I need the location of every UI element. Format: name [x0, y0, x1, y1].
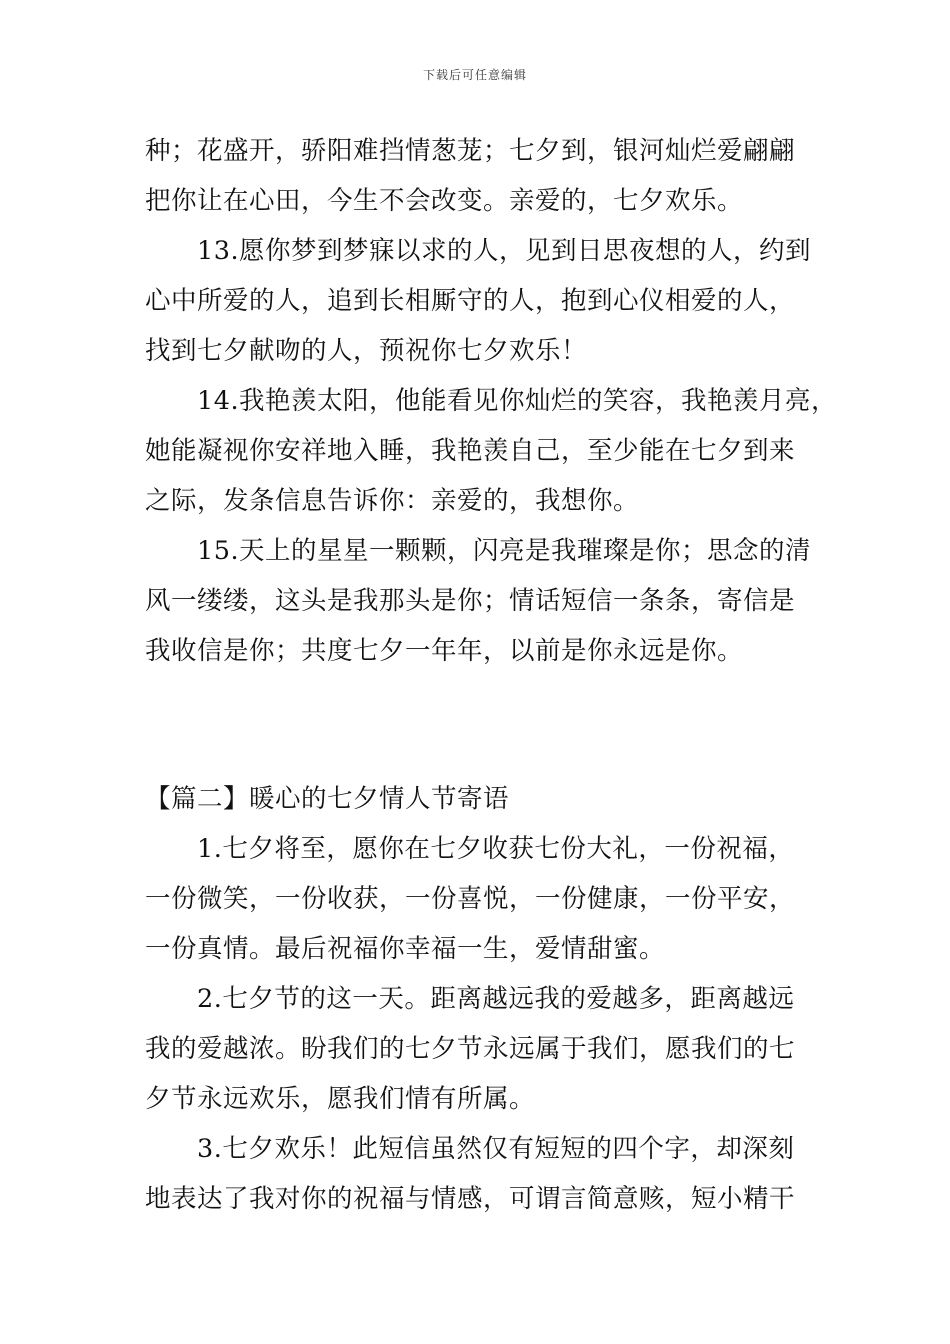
- text-line: 找到七夕献吻的人，预祝你七夕欢乐！: [145, 336, 588, 366]
- text-line: 地表达了我对你的祝福与情感，可谓言简意赅，短小精干: [145, 1184, 796, 1214]
- section-title: 【篇二】暖心的七夕情人节寄语: [145, 784, 510, 814]
- text-line: 之际，发条信息告诉你：亲爱的，我想你。: [145, 486, 640, 516]
- text-line: 13.愿你梦到梦寐以求的人，见到日思夜想的人，约到: [197, 236, 812, 266]
- section-gap: [145, 676, 825, 774]
- page-header: 下载后可任意编辑: [422, 68, 527, 82]
- text-line: 种；花盛开，骄阳难挡情葱茏；七夕到，银河灿烂爱翩翩: [145, 136, 796, 166]
- text-line: 2.七夕节的这一天。距离越远我的爱越多，距离越远: [197, 984, 795, 1014]
- text-line: 我收信是你；共度七夕一年年，以前是你永远是你。: [145, 636, 744, 666]
- document-body: [145, 126, 838, 1224]
- text-line: 把你让在心田，今生不会改变。亲爱的，七夕欢乐。: [145, 186, 744, 216]
- text-line: 3.七夕欢乐！此短信虽然仅有短短的四个字，却深刻: [197, 1134, 795, 1164]
- text-line: 一份真情。最后祝福你幸福一生，爱情甜蜜。: [145, 934, 666, 964]
- section-1: [145, 126, 838, 676]
- text-line: 我的爱越浓。盼我们的七夕节永远属于我们，愿我们的七: [145, 1034, 796, 1064]
- text-line: 心中所爱的人，追到长相厮守的人，抱到心仪相爱的人，: [145, 286, 796, 316]
- section-2: [145, 774, 825, 1224]
- text-line: 15.天上的星星一颗颗，闪亮是我璀璨是你；思念的清: [197, 536, 812, 566]
- text-line: 一份微笑，一份收获，一份喜悦，一份健康，一份平安，: [145, 884, 796, 914]
- text-line: 夕节永远欢乐，愿我们情有所属。: [145, 1084, 536, 1114]
- text-line: 14.我艳羡太阳，他能看见你灿烂的笑容，我艳羡月亮，: [197, 386, 838, 416]
- text-line: 她能凝视你安祥地入睡，我艳羡自己，至少能在七夕到来: [145, 436, 796, 466]
- text-line: 1.七夕将至，愿你在七夕收获七份大礼，一份祝福，: [197, 834, 795, 864]
- text-line: 风一缕缕，这头是我那头是你；情话短信一条条，寄信是: [145, 586, 796, 616]
